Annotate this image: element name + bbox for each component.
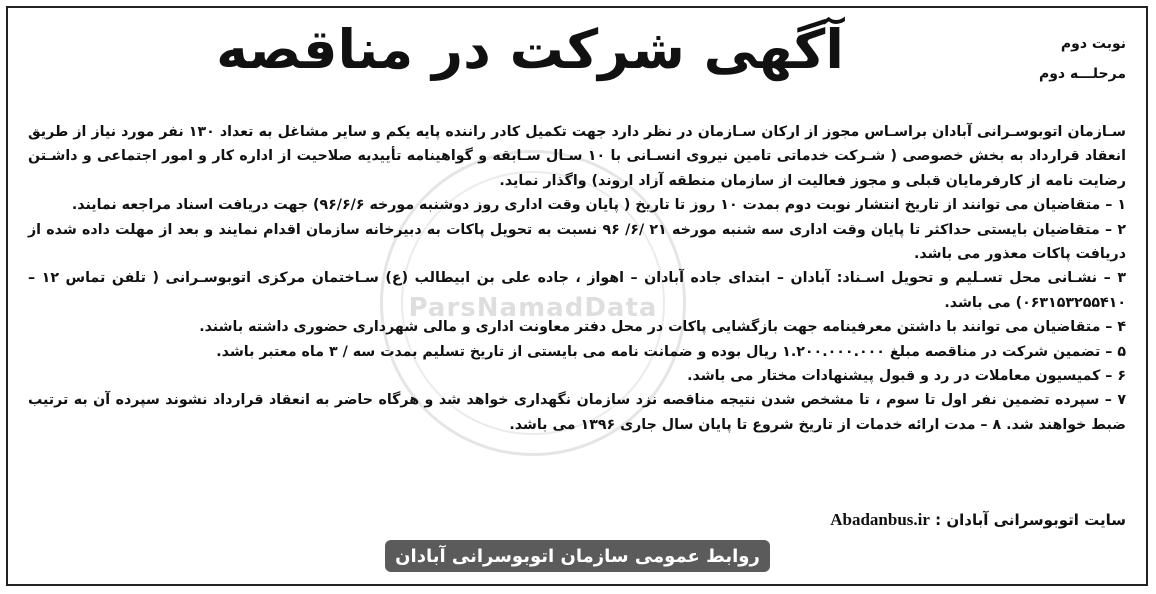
footer-banner [385, 540, 770, 572]
clause-6: ۶ – کمیسیون معاملات در رد و قبول پیشنهادات مختار می باشد. [687, 368, 1126, 385]
clause-2: ۲ – متقاضیان بایستی حداکثر تا پایان وقت اداری سه شنبه مورخه ۲۱ /۶/ ۹۶ نسبت به تحویل پاکات به دبیرخانه سازمان اقدام نمایند و بعد از مهلت داده شده از دریافت پاکات معذور می باشد. [28, 221, 1126, 263]
round-label: نوبت دوم [1060, 36, 1126, 52]
watermark-text: ParsNamadData [408, 293, 658, 323]
stage-label: مرحلـــه دوم [1038, 66, 1126, 82]
clause-4: ۴ – متقاضیان می توانند با داشتن معرفینامه جهت بازگشایی پاکات در محل دفتر معاونت اداری و مالی شهرداری حضوری داشته باشند. [199, 319, 1126, 336]
clause-3: ۳ – نشـانی محل تسـلیم و تحویل اسـناد: آبادان – ابتدای جاده آبادان – اهواز ، جاده علی بن ابیطالب (ع) سـاختمان مرکزی اتوبوسـرانی ( تلفن تماس ۱۲ – ۰۶۳۱۵۳۲۵۵۴۱۰) می باشد. [28, 270, 1126, 311]
website-line [830, 510, 1126, 530]
website-label: سایت اتوبوسرانی آبادان : [935, 511, 1126, 529]
clause-7-8: ۷ – سپرده تضمین نفر اول تا سوم ، تا مشخص شدن نتیجه مناقصه نزد سازمان نگهداری خواهد شد و هرگاه حاضر به انعقاد قرارداد نشوند سپرده آن به ترتیب ضبط خواهند شد. ۸ – مدت ارائه خدمات از تاریخ شروع تا پایان سال جاری ۱۳۹۶ می باشد. [28, 392, 1126, 433]
page-title: آگهی شرکت در مناقصه [216, 18, 844, 81]
notice-body [28, 120, 1126, 437]
clause-1: ۱ – متقاضیان می توانند از تاریخ انتشار نوبت دوم بمدت ۱۰ روز تا تاریخ ( پایان وقت اداری روز دوشنبه مورخه ۹۶/۶/۶) جهت دریافت اسناد مراجعه نمایند. [71, 197, 1126, 214]
clause-5: ۵ – تضمین شرکت در مناقصه مبلغ ۱.۲۰۰.۰۰۰.۰۰۰ ریال بوده و ضمانت نامه می بایستی از تاریخ تسلیم بمدت سه / ۳ ماه معتبر باشد. [216, 343, 1126, 360]
website-link[interactable]: Abadanbus.ir [830, 510, 930, 529]
footer-text: روابط عمومی سازمان اتوبوسرانی آبادان [395, 545, 760, 567]
intro-paragraph: سـازمان اتوبوسـرانی آبادان براسـاس مجوز از ارکان سـازمان در نظر دارد جهت تکمیل کادر راننده پایه یکم و سایر مشاغل به تعداد ۱۳۰ نفر مورد نیاز از طریق انعقاد قرارداد به بخش خصوصی ( شـرکت خدماتی تامین نیروی انسـانی با ۱۰ سـال سـابقه و گواهینامه تأییدیه صلاحیت از اداره کار و امور اجتماعی و داشـتن رضایت نامه از کارفرمایان قبلی و مجوز فعالیت از سازمان منطقه آزاد اروند) واگذار نماید. [28, 124, 1127, 189]
